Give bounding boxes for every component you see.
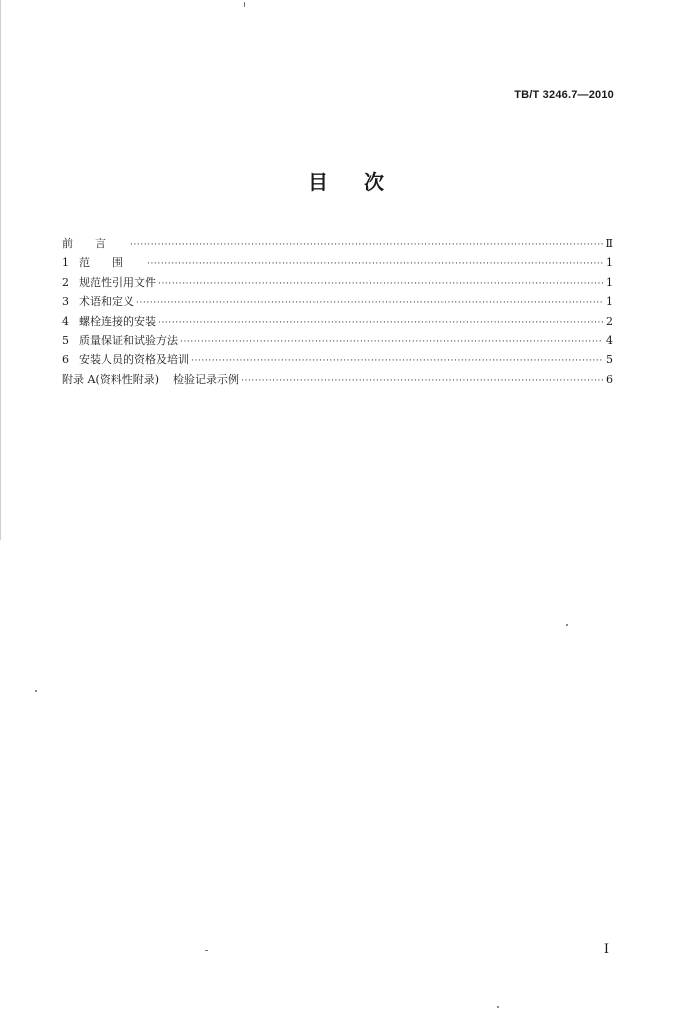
scan-speck [566, 624, 568, 626]
table-of-contents [62, 234, 613, 389]
scan-speck [497, 1006, 499, 1008]
scan-speck [35, 690, 37, 692]
title-char-1: 目 [308, 170, 328, 194]
toc-entry-quality-assurance[interactable] [62, 331, 613, 350]
scan-speck [244, 2, 245, 7]
toc-entry-page: 6 [606, 372, 613, 386]
toc-leader-dots [180, 333, 603, 352]
standard-number: TB/T 3246.7—2010 [514, 89, 614, 101]
toc-entry-appendix-a[interactable] [62, 370, 613, 389]
toc-leader-dots [136, 294, 603, 313]
toc-leader-dots [158, 275, 603, 294]
toc-entry-normative-references[interactable] [62, 273, 613, 292]
toc-entry-number: 3 [62, 295, 69, 309]
toc-entry-page: 1 [606, 275, 613, 289]
toc-entry-label: 质量保证和试验方法 [79, 333, 178, 347]
toc-entry-page: 4 [606, 333, 613, 347]
toc-appendix-title: 检验记录示例 [173, 372, 240, 386]
scan-speck [205, 950, 208, 951]
toc-entry-label: 螺栓连接的安装 [79, 314, 156, 328]
toc-entry-foreword[interactable] [62, 234, 613, 253]
toc-entry-page: 1 [606, 256, 613, 270]
toc-entry-number: 4 [62, 314, 69, 328]
toc-leader-dots [191, 352, 603, 371]
toc-entry-label: 术语和定义 [79, 295, 134, 309]
toc-entry-number: 6 [62, 353, 69, 367]
scan-edge-line [0, 0, 1, 540]
toc-entry-number: 5 [62, 333, 69, 347]
toc-entry-label: 安装人员的资格及培训 [79, 353, 189, 367]
toc-leader-dots [241, 372, 603, 391]
toc-entry-bolt-installation[interactable] [62, 312, 613, 331]
toc-entry-personnel-qualification[interactable] [62, 350, 613, 369]
toc-leader-dots [158, 314, 603, 333]
page-number: I [603, 942, 609, 957]
title-char-2: 次 [364, 170, 384, 194]
page-title [0, 166, 692, 195]
toc-entry-page: Ⅱ [605, 237, 613, 250]
toc-entry-label: 规范性引用文件 [79, 275, 156, 289]
toc-entry-page: 1 [606, 295, 613, 309]
toc-appendix-label: 附录 A(资料性附录) [62, 372, 160, 386]
toc-entry-label: 范围 [79, 256, 145, 270]
toc-entry-page: 2 [606, 314, 613, 328]
toc-entry-page: 5 [606, 353, 613, 367]
toc-leader-dots [147, 255, 603, 274]
toc-entry-number: 2 [62, 275, 69, 289]
toc-entry-scope[interactable] [62, 253, 613, 272]
toc-entry-terms[interactable] [62, 292, 613, 311]
toc-leader-dots [130, 236, 603, 255]
toc-entry-number: 1 [62, 256, 69, 270]
toc-entry-label: 前言 [62, 237, 128, 250]
